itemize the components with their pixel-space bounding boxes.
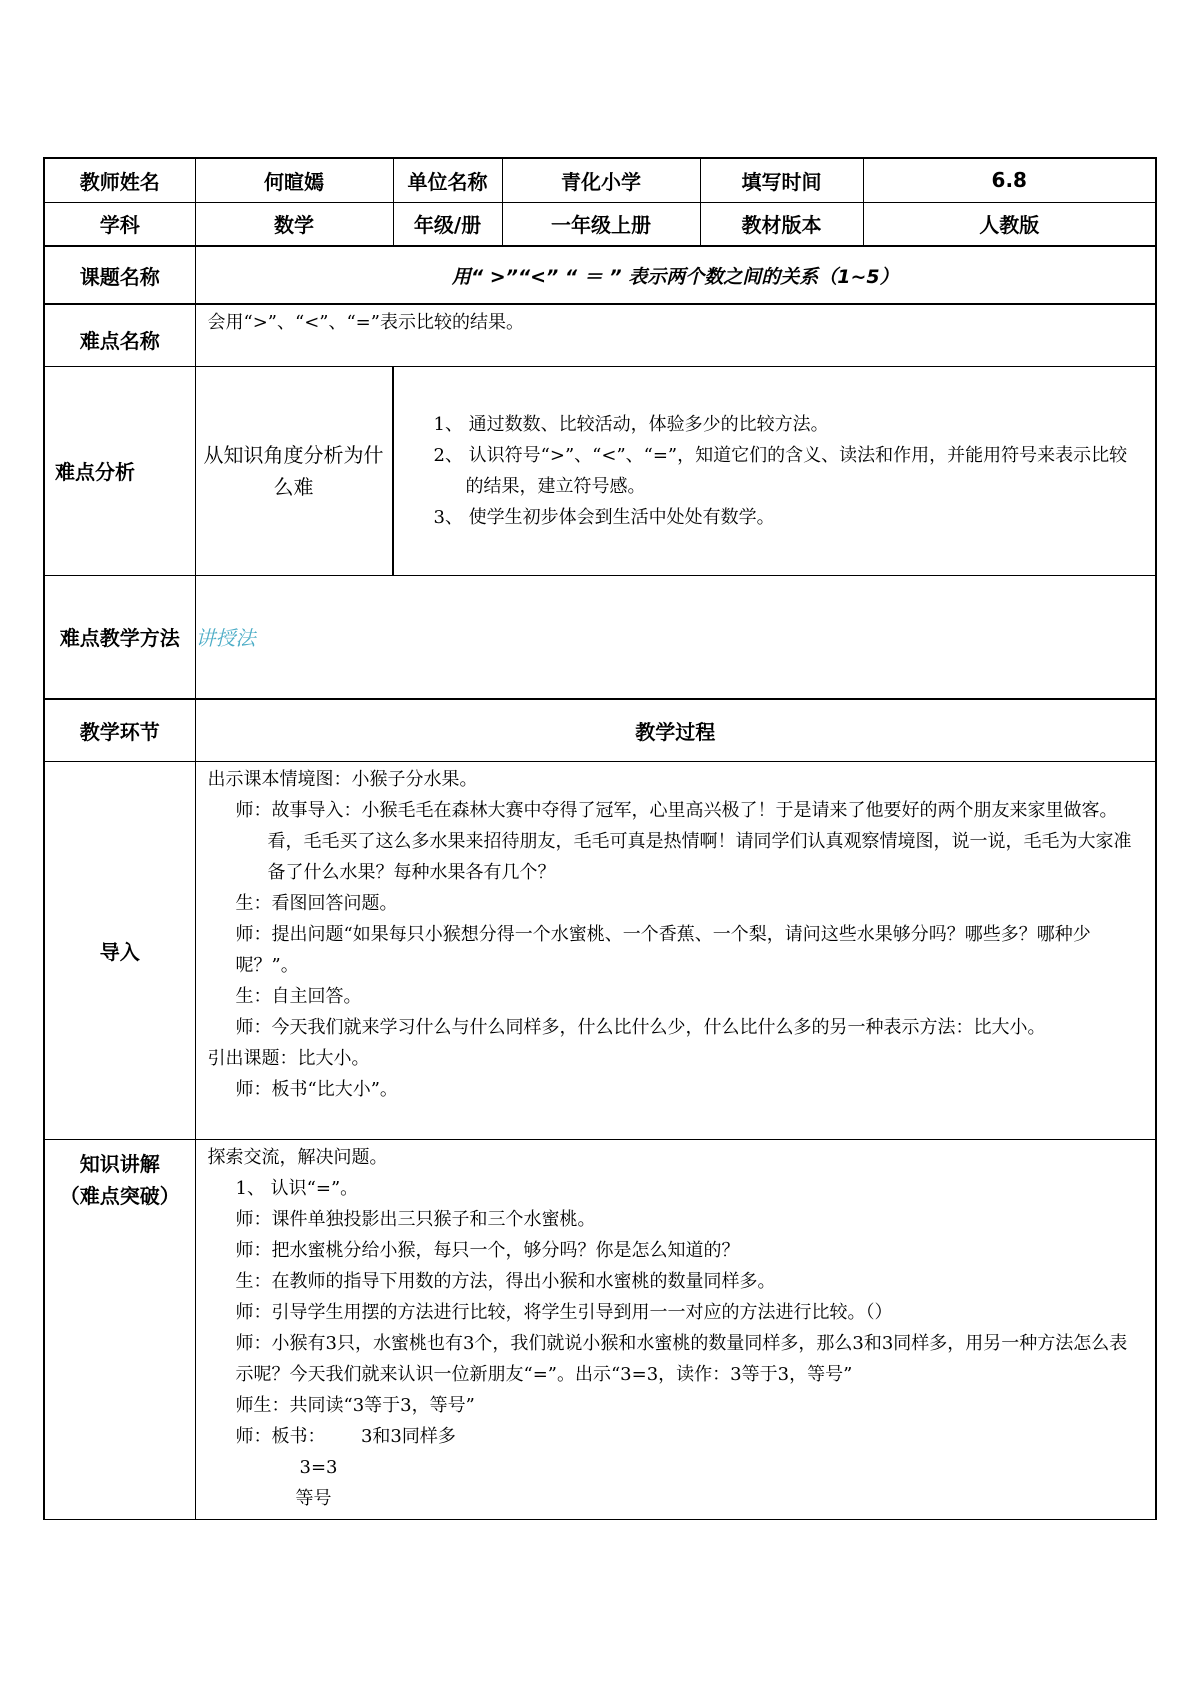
subject-value: 数学 <box>195 202 393 246</box>
unit-name-label: 单位名称 <box>393 158 502 202</box>
intro-line-1: 出示课本情境图：小猴子分水果。 <box>207 768 478 790</box>
edition-value: 人教版 <box>863 202 1156 246</box>
knowledge-line-5: 生：在教师的指导下用数的方法，得出小猴和水蜜桃的数量同样多。 <box>235 1270 776 1292</box>
knowledge-label-line-1: 知识讲解 <box>79 1151 160 1176</box>
analysis-item-2: 2、 认识符号“>”、“<”、“=”，知道它们的含义、读法和作用，并能用符号来表示比较的结果，建立符号感。 <box>433 444 1128 497</box>
knowledge-label-line-2: （难点突破） <box>59 1183 180 1208</box>
knowledge-content <box>195 1139 1156 1519</box>
subject-label: 学科 <box>44 202 195 246</box>
difficulty-value: 会用“>”、“<”、“=”表示比较的结果。 <box>195 304 1156 366</box>
intro-row <box>44 761 1156 1139</box>
lesson-plan-table <box>43 157 1157 1520</box>
board-prefix: 师：板书： <box>235 1425 326 1447</box>
knowledge-line-6: 师：引导学生用摆的方法进行比较，将学生引导到用一一对应的方法进行比较。（） <box>235 1301 893 1323</box>
knowledge-line-8: 师生：共同读“3等于3，等号” <box>235 1394 475 1416</box>
unit-name-value: 青化小学 <box>502 158 700 202</box>
intro-line-3: 生：看图回答问题。 <box>235 892 398 914</box>
header-row-1 <box>44 158 1156 202</box>
topic-row <box>44 246 1156 304</box>
knowledge-line-7: 师：小猴有3只，水蜜桃也有3个，我们就说小猴和水蜜桃的数量同样多，那么3和3同样多，用另一种方法怎么表示呢？今天我们就来认识一位新朋友“=”。出示“3=3，读作：3等于3，等号” <box>235 1332 1128 1385</box>
board-line-1: 3和3同样多 <box>360 1425 456 1447</box>
analysis-list <box>394 367 1156 575</box>
intro-line-4: 师：提出问题“如果每只小猴想分得一个水蜜桃、一个香蕉、一个梨，请问这些水果够分吗？哪些多？哪种少呢？”。 <box>235 923 1091 976</box>
difficulty-row <box>44 304 1156 366</box>
knowledge-label <box>44 1139 195 1519</box>
topic-value: 用“ >”“<” “ ＝ ” 表示两个数之间的关系（1~5） <box>195 246 1156 304</box>
intro-label: 导入 <box>44 761 195 1139</box>
knowledge-line-1: 探索交流，解决问题。 <box>207 1146 388 1168</box>
teacher-name-value: 何暄嫣 <box>195 158 393 202</box>
process-stage-label: 教学环节 <box>44 699 195 761</box>
method-value: 讲授法 <box>195 575 1156 699</box>
teacher-name-label: 教师姓名 <box>44 158 195 202</box>
intro-content <box>195 761 1156 1139</box>
lesson-plan-sheet <box>43 157 1155 1520</box>
analysis-sub-label: 从知识角度分析为什么难 <box>196 367 394 575</box>
knowledge-row <box>44 1139 1156 1519</box>
analysis-row <box>44 366 1156 575</box>
board-line-3: 等号 <box>295 1487 332 1509</box>
knowledge-line-3: 师：课件单独投影出三只猴子和三个水蜜桃。 <box>235 1208 596 1230</box>
board-line-2: 3=3 <box>299 1456 338 1478</box>
header-row-2 <box>44 202 1156 246</box>
method-row <box>44 575 1156 699</box>
intro-line-8: 师：板书“比大小”。 <box>235 1078 398 1100</box>
intro-line-2: 师：故事导入：小猴毛毛在森林大赛中夺得了冠军，心里高兴极了！于是请来了他要好的两个朋友来家里做客。看，毛毛买了这么多水果来招待朋友，毛毛可真是热情啊！请同学们认真观察情境图，说一说，毛毛为大家准备了什么水果？每种水果各有几个？ <box>235 799 1132 883</box>
intro-line-6: 师：今天我们就来学习什么与什么同样多，什么比什么少，什么比什么多的另一种表示方法：比大小。 <box>235 1016 1046 1038</box>
method-label: 难点教学方法 <box>44 575 195 699</box>
grade-value: 一年级上册 <box>502 202 700 246</box>
knowledge-line-2: 1、 认识“=”。 <box>235 1177 359 1199</box>
analysis-label: 难点分析 <box>44 366 195 575</box>
grade-label: 年级/册 <box>393 202 502 246</box>
intro-line-7: 引出课题：比大小。 <box>207 1047 370 1069</box>
knowledge-line-4: 师：把水蜜桃分给小猴，每只一个，够分吗？你是怎么知道的？ <box>235 1239 740 1261</box>
edition-label: 教材版本 <box>700 202 863 246</box>
topic-label: 课题名称 <box>44 246 195 304</box>
fill-time-label: 填写时间 <box>700 158 863 202</box>
analysis-item-1: 1、 通过数数、比较活动，体验多少的比较方法。 <box>433 413 829 435</box>
process-title: 教学过程 <box>195 699 1156 761</box>
knowledge-line-9 <box>208 1421 1146 1452</box>
intro-line-5: 生：自主回答。 <box>235 985 362 1007</box>
analysis-item-3: 3、 使学生初步体会到生活中处处有数学。 <box>433 506 775 528</box>
fill-time-value: 6.8 <box>863 158 1156 202</box>
difficulty-label: 难点名称 <box>44 304 195 366</box>
analysis-cell <box>195 366 1156 575</box>
process-header-row <box>44 699 1156 761</box>
